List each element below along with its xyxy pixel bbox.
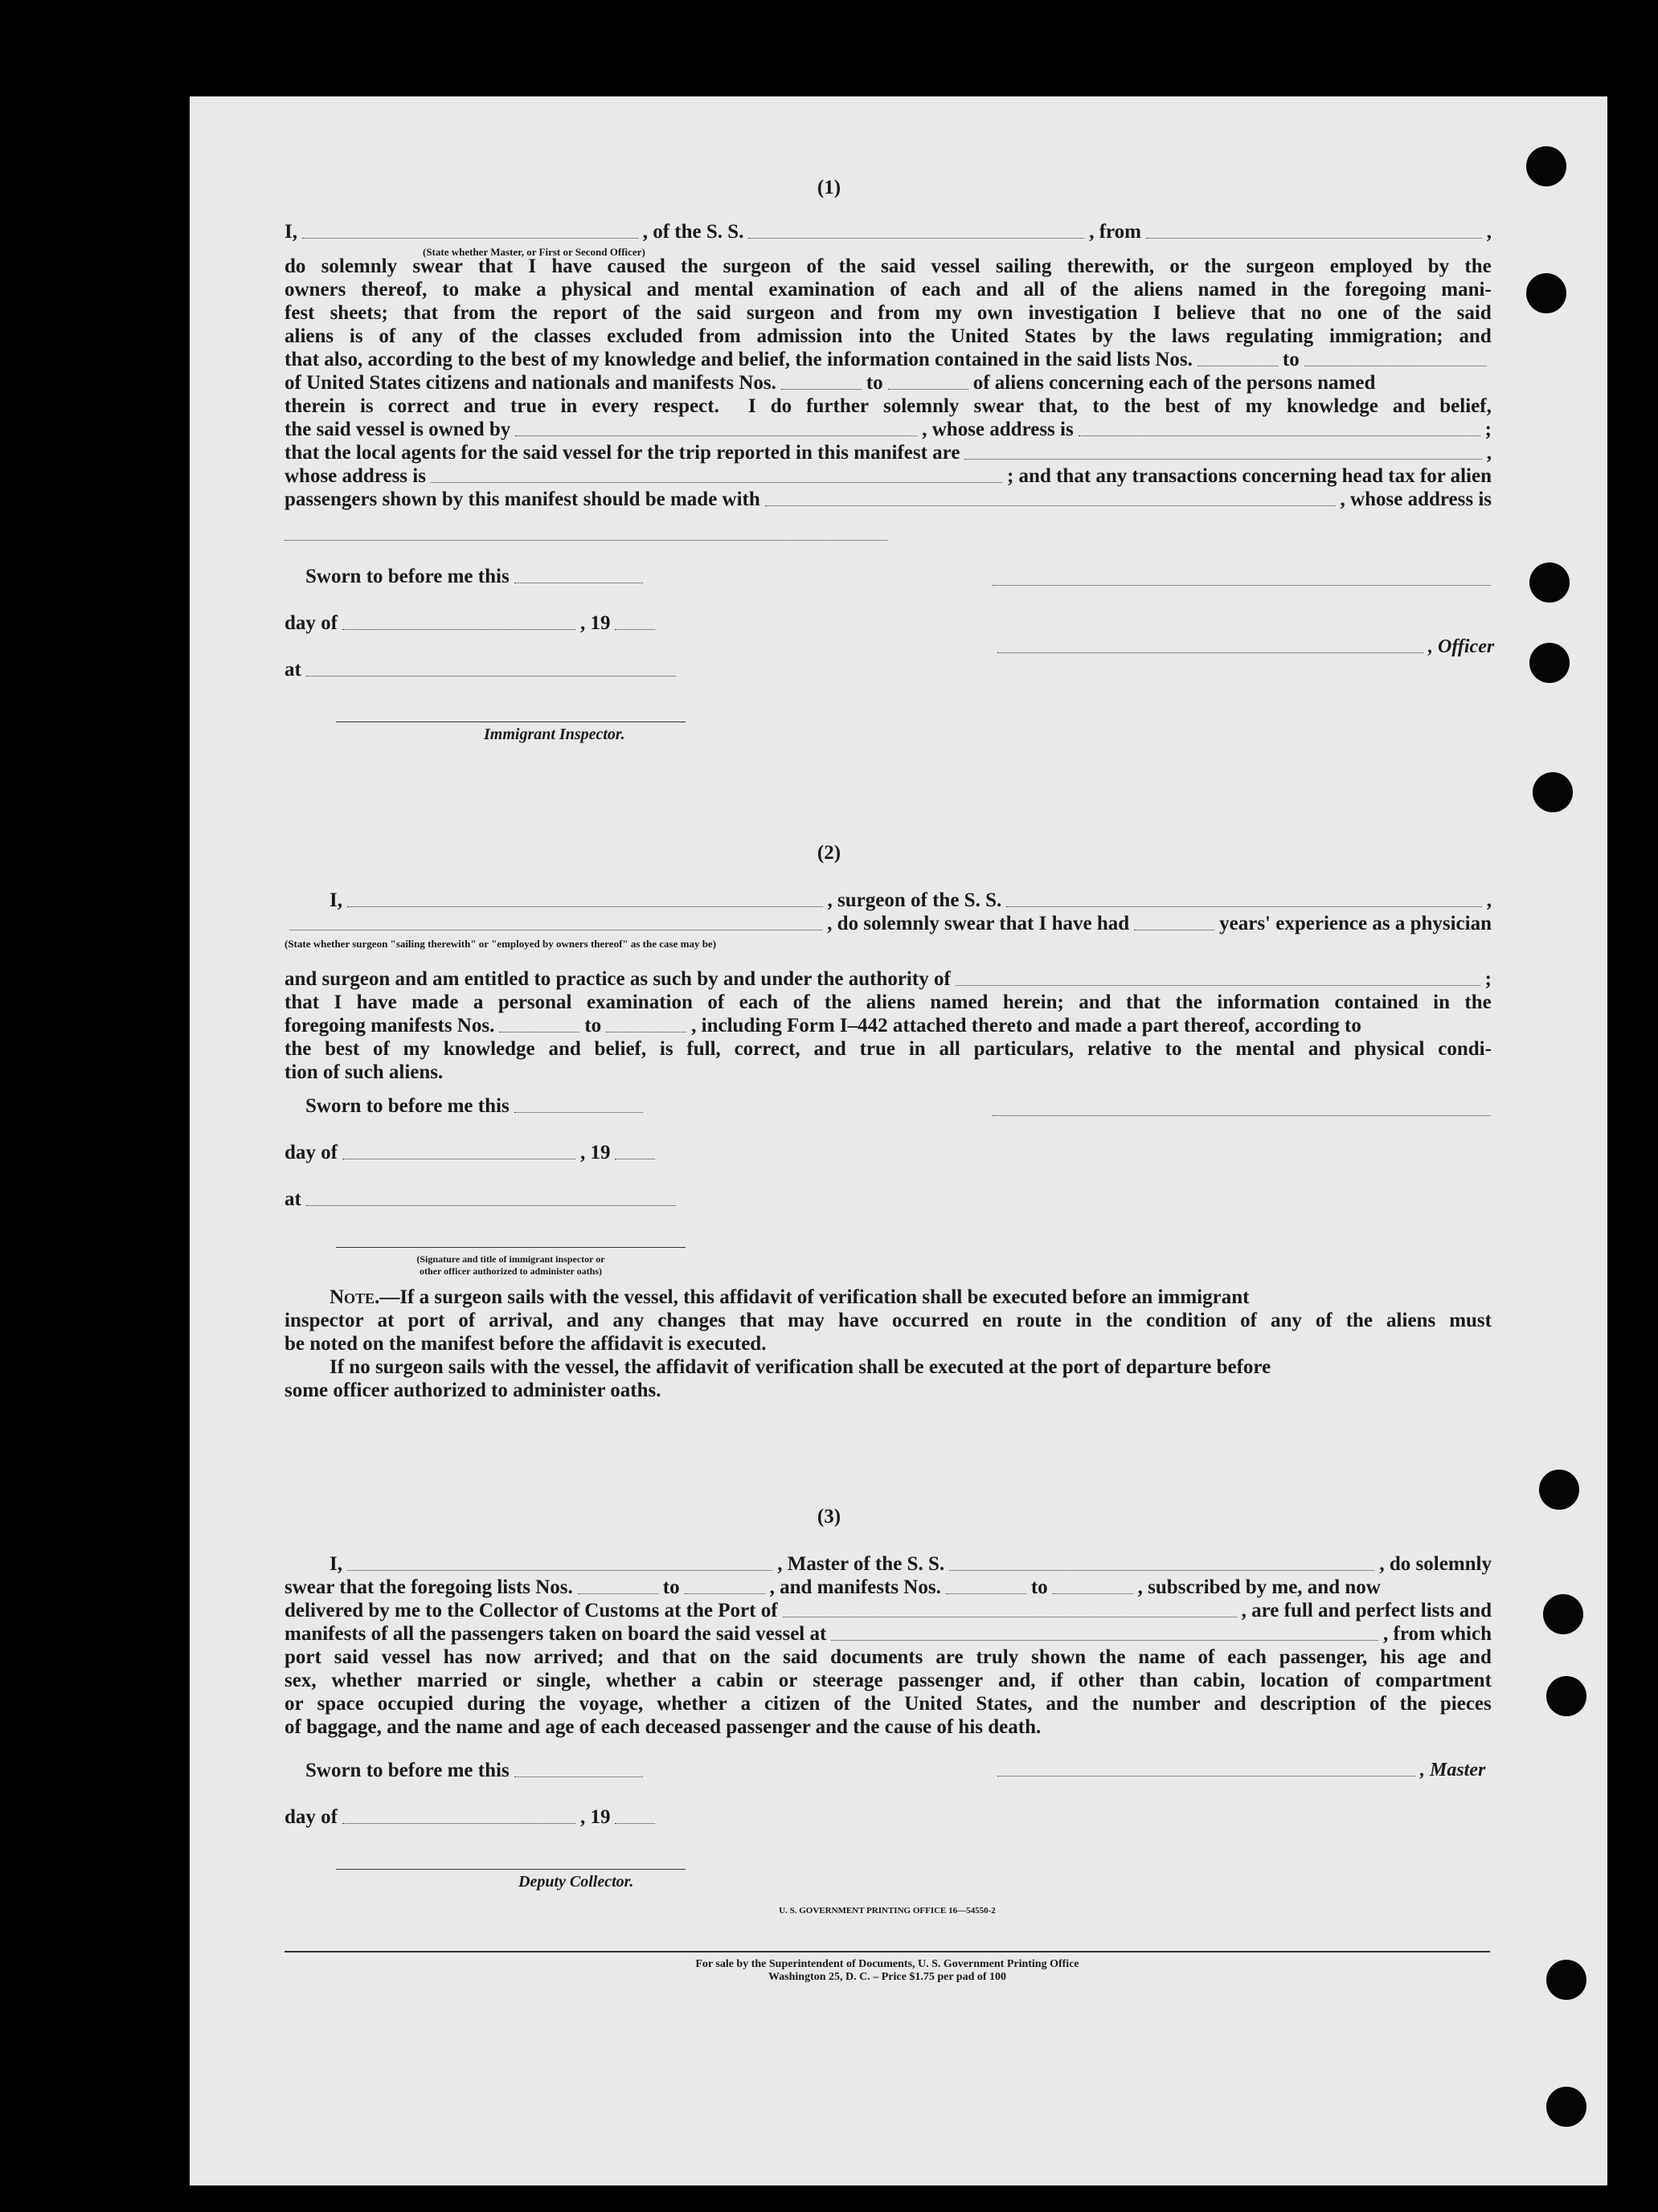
agents-address-blank[interactable] [431,481,1002,483]
day-field-2: day of , 19 [285,1142,660,1164]
binder-hole [1539,1470,1579,1510]
sworn-field-1: Sworn to before me this [305,566,648,588]
authority-blank[interactable] [956,984,1480,986]
binder-hole [1526,273,1566,313]
manifests-to-blank-2[interactable] [606,1031,686,1032]
day-field-1: day of , 19 [285,612,660,635]
binder-hole [1546,1676,1586,1716]
deputy-collector-label: Deputy Collector. [518,1873,634,1891]
vessel-name-blank[interactable] [748,237,1084,239]
section-1-number: (1) [817,177,841,198]
footer-rule [285,1951,1490,1952]
master-note: (State whether Master, or First or Second Officer) [423,246,645,258]
head-tax-address-blank[interactable] [285,540,887,541]
binder-hole [1529,562,1570,603]
officer-signature-line-1[interactable] [993,585,1491,586]
binder-hole [1546,1960,1586,2000]
local-agents-blank[interactable] [964,458,1481,460]
deputy-signature-line[interactable] [336,1869,686,1870]
section-3-number: (3) [817,1506,841,1527]
section-1-text: I, , of the S. S. , from , (State whether Master, or First or Second Officer) do solemnly swear that I have caused the surgeon of the said vessel sailing therewith, or the surgeon employed by the owners thereof, to make a physical and mental examination of each and all of the aliens named in the foregoing mani- fest sheets; that from the report of the said surgeon and from my own investigation I believe that no one of the said aliens is of any of the classes excluded from admission into the United States by the laws regulating immigration; and that also, according to the best of my knowledge and belief, the information contained in the said lists Nos. to of United States citizens and nationals and manifests Nos. to of aliens concerning each of the persons named therein is correct and true in every respect. I do further solemnly swear that, to the best of my knowledge and belief, the said vessel is owned by , whose address is ; that the local agents for the said vessel for the trip reported in this manifest are , whose address is ; and that any transactions concerning head tax for alien passengers shown by this manifest should be made with , whose address is [285,221,1492,510]
section-2-note: Note.—If a surgeon sails with the vessel, this affidavit of verification shall be executed before an immigrant inspector at port of arrival, and any changes that may have occurred en route in the condition of any of the aliens must be noted on the manifest before the affidavit is executed. If no surgeon sails with the vessel, the affidavit of verification shall be executed at the port of departure before some officer authorized to administer oaths. [285,1286,1492,1401]
section-2-number: (2) [817,842,841,864]
manifests-to-blank[interactable] [888,388,968,390]
note-label: Note. [330,1286,380,1308]
at-field-2: at [285,1188,681,1211]
binder-hole [1546,2087,1586,2127]
lists-to-blank-3[interactable] [685,1593,765,1594]
port-blank[interactable] [783,1616,1237,1617]
sale-notice: For sale by the Superintendent of Documents, U. S. Government Printing Office Washington 25, D. C. – Price $1.75 per pad of 100 [695,1958,1079,1983]
master-name-blank[interactable] [302,237,638,239]
sworn-field-2: Sworn to before me this [305,1095,648,1118]
section-3-text: I, , Master of the S. S. , do solemnly swear that the foregoing lists Nos. to , and manifests Nos. to , subscribed by me, and now delivered by me to the Collector of Customs at the Port of , are full and perfect lists and manifests of all the passengers taken on board the said vessel at , from which port said vessel has now arrived; and that on the said documents are truly shown the name of each passenger, his age and sex, whether married or single, whether a cabin or steerage passenger and, if other than cabin, location of compartment or space occupied during the voyage, whether a citizen of the United States, and the number and description of the pieces of baggage, and the name and age of each deceased passenger and the cause of his death. [285,1553,1492,1738]
manifests-from-blank-2[interactable] [499,1031,579,1032]
surgeon-vessel-blank[interactable] [1006,906,1482,907]
boarding-port-blank[interactable] [831,1639,1378,1641]
manifests-to-blank-3[interactable] [1053,1593,1133,1594]
section-1-line: I, , of the S. S. , from , [285,221,1492,243]
manifests-from-blank-3[interactable] [946,1593,1026,1594]
immigrant-inspector-label: Immigrant Inspector. [484,726,625,743]
binder-hole [1533,772,1573,812]
master-name-blank-3[interactable] [347,1569,772,1571]
surgeon-name-blank[interactable] [347,906,823,907]
surgeon-signature-line[interactable] [993,1115,1491,1116]
manifests-from-blank[interactable] [781,388,862,390]
owner-address-blank[interactable] [1079,435,1480,436]
binder-hole [1529,643,1570,683]
owner-blank[interactable] [515,435,917,436]
officer-signature-line-2[interactable] [336,1247,686,1248]
day-field-3: day of , 19 [285,1806,660,1829]
surgeon-note: (State whether surgeon "sailing therewith" or "employed by owners thereof" as the case may be) [285,938,717,950]
lists-from-blank[interactable] [1197,365,1278,366]
lists-to-blank[interactable] [1304,365,1487,366]
port-from-blank[interactable] [1146,237,1482,239]
years-experience-blank[interactable] [1134,929,1214,930]
head-tax-party-blank[interactable] [765,505,1336,506]
master-vessel-blank[interactable] [949,1569,1374,1571]
master-signature: , Master [993,1760,1485,1781]
officer-signature-2: , Officer [993,636,1494,658]
section-2-text: I, , surgeon of the S. S. , , do solemnly swear that I have had years' experience as a physician (State whether surgeon "sailing therewith" or "employed by owners thereof" as the case may be) and surgeon and am entitled to practice as such by and under the authority of ; that I have made a personal examination of each of the aliens named herein; and that the information contained in the foregoing manifests Nos. to , including Form I–442 attached thereto and made a part thereof, according to the best of my knowledge and belief, is full, correct, and true in all particulars, relative to the mental and physical condi- tion of such aliens. [285,889,1492,1083]
lists-from-blank-3[interactable] [578,1593,658,1594]
sworn-field-3: Sworn to before me this [305,1760,648,1782]
binder-hole [1543,1594,1583,1634]
gpo-imprint: U. S. GOVERNMENT PRINTING OFFICE 16—54550-2 [779,1906,996,1916]
signature-note: (Signature and title of immigrant inspector or other officer authorized to administer oaths) [416,1253,605,1277]
at-field-1: at [285,659,681,681]
